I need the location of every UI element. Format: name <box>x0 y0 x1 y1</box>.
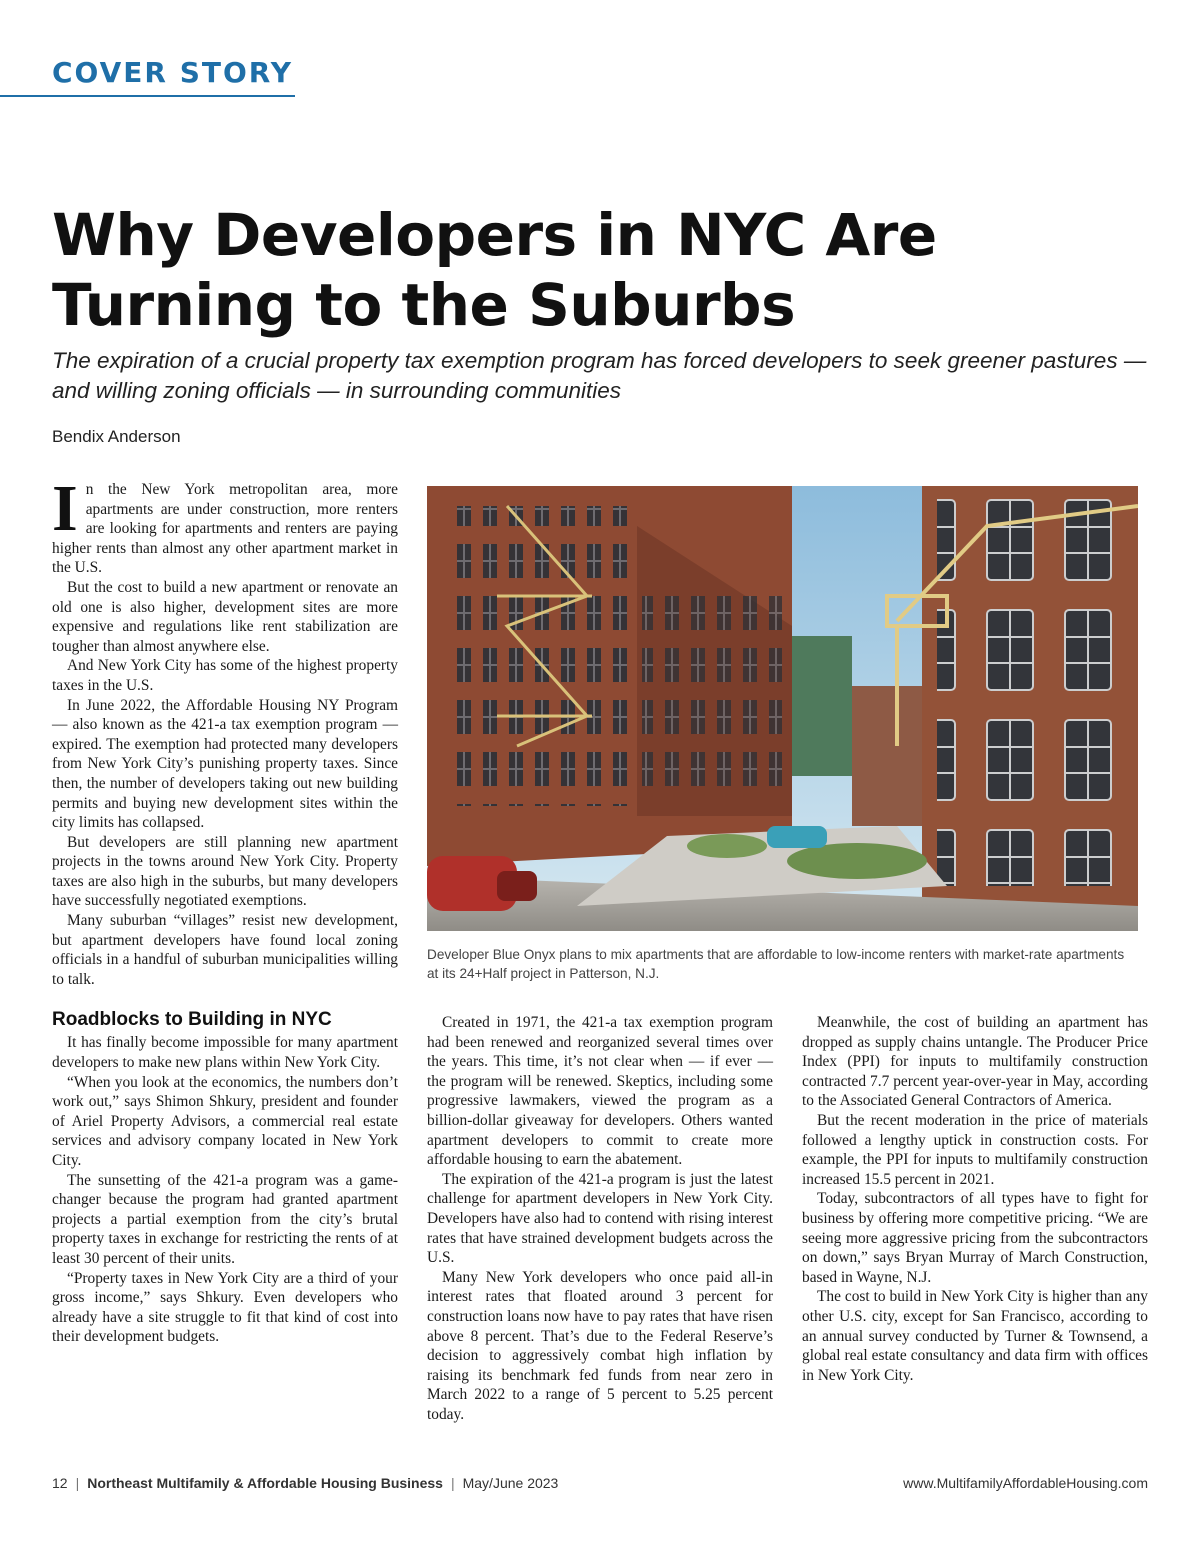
section-label: COVER STORY <box>52 56 294 89</box>
paragraph: In June 2022, the Affordable Housing NY Program — also known as the 421-a tax exemption program — expired. The exemption had protected many developers from New York City’s punishing property taxes. Since then, the number of developers taking out new building permits and buying new development sites within the city limits has collapsed. <box>52 696 398 832</box>
article-byline: Bendix Anderson <box>52 427 181 446</box>
footer-website[interactable]: www.MultifamilyAffordableHousing.com <box>903 1475 1148 1491</box>
footer-separator: | <box>75 1475 80 1491</box>
paragraph: “Property taxes in New York City are a third of your gross income,” says Shkury. Even developers who already have a site struggle to fit that kind of cost into their development budgets. <box>52 1269 398 1346</box>
paragraph: But the cost to build a new apartment or renovate an old one is also higher, development sites are more expensive and regulations like rent stabilization are tougher than almost anywhere else. <box>52 578 398 655</box>
page-number: 12 <box>52 1475 68 1491</box>
paragraph: And New York City has some of the highest property taxes in the U.S. <box>52 657 398 694</box>
drop-cap: I <box>52 472 78 545</box>
section-subhead: Roadblocks to Building in NYC <box>52 1009 332 1031</box>
paragraph: Today, subcontractors of all types have to fight for business by offering more competitive pricing. “We are seeing more aggressive pricing from the subcontractors on down,” says Bryan Murray of March Construction, based in Wayne, N.J. <box>802 1190 1148 1286</box>
article-photo <box>427 486 1138 931</box>
paragraph: Meanwhile, the cost of building an apartment has dropped as supply chains untangle. The Producer Price Index (PPI) for inputs to multifamily construction contracted 7.7 percent year-over-year in May, according to the Associated General Contractors of America. <box>802 1014 1148 1110</box>
column-2 <box>427 1013 773 1424</box>
article-headline: Why Developers in NYC Are Turning to the Suburbs <box>52 201 937 339</box>
paragraph: Created in 1971, the 421-a tax exemption program had been renewed and reorganized several times over the years. This time, it’s not clear when — if ever — the program will be renewed. Skeptics, including some progressive lawmakers, viewed the program as a billion-dollar giveaway for developers. Others wanted apartment developers to commit to create more affordable housing to earn the abatement. <box>427 1014 773 1169</box>
paragraph: But developers are still planning new apartment projects in the towns around New York City. Property taxes are also high in the suburbs, but many developers have successfully negotiated exemptions. <box>52 833 398 910</box>
paragraph: But the recent moderation in the price of materials followed a lengthy uptick in construction costs. For example, the PPI for inputs to multifamily construction increased 15.5 percent in 2021. <box>802 1111 1148 1188</box>
footer-separator: | <box>450 1475 455 1491</box>
column-1 <box>52 472 398 1347</box>
issue-date: May/June 2023 <box>462 1475 559 1491</box>
article-dek: The expiration of a crucial property tax exemption program has forced developers to seek greener pastures — and willing zoning officials — in surrounding communities <box>52 348 1147 403</box>
publication-name: Northeast Multifamily & Affordable Housing Business <box>87 1475 443 1491</box>
column-3 <box>802 1013 1148 1385</box>
paragraph: The sunsetting of the 421-a program was a game-changer because the program had granted apartment projects a partial exemption from the city’s brutal property taxes in exchange for restricting the rents of at least 30 percent of their units. <box>52 1171 398 1267</box>
paragraph: Many suburban “villages” resist new development, but apartment developers have found local zoning officials in a handful of suburban municipalities willing to talk. <box>52 912 398 988</box>
photo-illustration <box>427 486 1138 931</box>
photo-caption: Developer Blue Onyx plans to mix apartments that are affordable to low-income renters with market-rate apartments at its 24+Half project in Patterson, N.J. <box>427 947 1125 981</box>
paragraph: Many New York developers who once paid all-in interest rates that floated around 3 percent for construction loans now have to pay rates that have risen above 8 percent. That’s due to the Federal Reserve’s decision to aggressively combat high inflation by raising its benchmark fed funds from near zero in March 2022 to a range of 5 percent to 5.25 percent today. <box>427 1268 773 1423</box>
footer-left <box>52 1475 558 1491</box>
paragraph: “When you look at the economics, the numbers don’t work out,” says Shimon Shkury, president and founder of Ariel Property Advisors, a commercial real estate services and advisory company located in New York City. <box>52 1073 398 1169</box>
section-rule <box>0 95 295 97</box>
paragraph-text: n the New York metropolitan area, more apartments are under construction, more renters are looking for apartments and renters are paying higher rents than almost any other apartment market in the U.S. <box>52 481 398 577</box>
paragraph: The cost to build in New York City is higher than any other U.S. city, except for San Francisco, according to an annual survey conducted by Turner & Townsend, a global real estate consultancy and data firm with offices in New York City. <box>802 1288 1148 1384</box>
page-footer <box>52 1475 1148 1495</box>
paragraph: The expiration of the 421-a program is just the latest challenge for apartment developers in New York City. Developers have also had to contend with rising interest rates that have strained development budgets across the U.S. <box>427 1170 773 1267</box>
paragraph: It has finally become impossible for many apartment developers to make new plans within New York City. <box>52 1034 398 1072</box>
paragraph <box>52 472 398 578</box>
